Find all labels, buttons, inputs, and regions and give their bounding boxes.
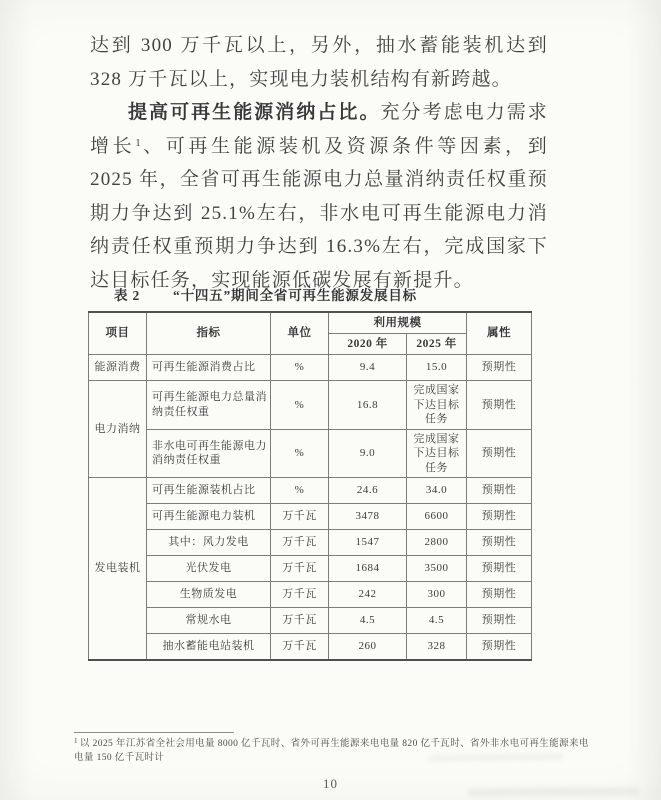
cell-indicator: 常规水电	[147, 608, 271, 634]
cell-indicator: 光伏发电	[147, 556, 271, 582]
table-row	[89, 504, 532, 530]
cell-unit: %	[271, 429, 329, 478]
cell-attribute: 预期性	[467, 608, 532, 634]
footnote-text-block	[74, 738, 592, 765]
col-header-item: 项目	[89, 312, 147, 355]
col-header-attribute: 属性	[467, 312, 532, 355]
paragraph-lead-text: 提高可再生能源消纳占比。	[128, 102, 381, 123]
cell-2020: 4.5	[329, 608, 407, 634]
cell-indicator: 其中：风力发电	[147, 530, 271, 556]
col-header-indicator: 指标	[147, 312, 271, 355]
renewable-goals-table	[88, 311, 532, 661]
cell-unit: 万千瓦	[271, 634, 329, 661]
table-title-text: “十四五”期间全省可再生能源发展目标	[173, 288, 417, 303]
cell-attribute: 预期性	[467, 504, 532, 530]
table-row	[89, 634, 532, 661]
table-block	[88, 284, 532, 661]
cell-indicator: 可再生能源装机占比	[147, 478, 271, 504]
paragraph-text: 充分考虑电力需求增长	[90, 102, 548, 157]
cell-2020: 242	[329, 582, 407, 608]
table-header-row	[89, 312, 532, 334]
cell-attribute: 预期性	[467, 634, 532, 661]
paragraph-text: 达到 300 万千瓦以上，另外，抽水蓄能装机达到 328 万千瓦以上，实现电力装机结构有新跨越。	[90, 35, 548, 90]
cell-group: 能源消费	[89, 355, 147, 381]
cell-indicator: 非水电可再生能源电力消纳责任权重	[147, 429, 271, 478]
table-row	[89, 530, 532, 556]
cell-indicator: 可再生能源消费占比	[147, 355, 271, 381]
cell-unit: 万千瓦	[271, 582, 329, 608]
footnote-reference-mark: 1	[135, 136, 141, 149]
col-header-2020: 2020 年	[329, 334, 407, 355]
cell-2025: 3500	[407, 556, 467, 582]
cell-unit: %	[271, 478, 329, 504]
cell-attribute: 预期性	[467, 582, 532, 608]
col-header-scale: 利用规模	[329, 312, 467, 334]
cell-indicator: 可再生能源电力装机	[147, 504, 271, 530]
cell-attribute: 预期性	[467, 556, 532, 582]
cell-2025: 300	[407, 582, 467, 608]
cell-unit: 万千瓦	[271, 504, 329, 530]
footnote-number: 1	[74, 737, 78, 745]
cell-group: 发电装机	[89, 478, 147, 661]
table-row	[89, 582, 532, 608]
cell-2025: 6600	[407, 504, 467, 530]
cell-2025: 34.0	[407, 478, 467, 504]
paragraph-continuation	[90, 29, 548, 96]
body-text	[90, 29, 548, 297]
cell-unit: %	[271, 355, 329, 381]
table-row	[89, 478, 532, 504]
col-header-unit: 单位	[271, 312, 329, 355]
cell-2025: 4.5	[407, 608, 467, 634]
table-label: 表 2	[114, 288, 141, 303]
cell-attribute: 预期性	[467, 381, 532, 430]
col-header-2025: 2025 年	[407, 334, 467, 355]
table-row	[89, 608, 532, 634]
cell-group: 电力消纳	[89, 381, 147, 478]
scan-smudge	[468, 787, 640, 797]
cell-attribute: 预期性	[467, 478, 532, 504]
cell-indicator: 可再生能源电力总量消纳责任权重	[147, 381, 271, 430]
cell-2020: 9.4	[329, 355, 407, 381]
cell-2025: 328	[407, 634, 467, 661]
table-title	[88, 284, 532, 304]
cell-2020: 16.8	[329, 381, 407, 430]
cell-2025: 完成国家下达目标任务	[407, 429, 467, 478]
cell-indicator: 生物质发电	[147, 582, 271, 608]
cell-2020: 24.6	[329, 478, 407, 504]
table-row	[89, 355, 532, 381]
paragraph-text: 、可再生能源装机及资源条件等因素，到 2025 年，全省可再生能源电力总量消纳责任权重预期力争达到 25.1%左右，非水电可再生能源电力消纳责任权重预期力争达到 16.3%左右，完成国家下达目标任务，实现能源低碳发展有新提升。	[90, 135, 548, 291]
page-number: 10	[323, 776, 338, 791]
table-row	[89, 381, 532, 430]
cell-2020: 260	[329, 634, 407, 661]
table-row	[89, 429, 532, 478]
cell-unit: 万千瓦	[271, 530, 329, 556]
cell-attribute: 预期性	[467, 429, 532, 478]
table-row	[89, 556, 532, 582]
footnote-separator-rule	[74, 732, 234, 733]
paragraph-consumption-goal	[90, 96, 548, 297]
footnote-text: 以 2025 年江苏省全社会用电量 8000 亿千瓦时、省外可再生能源来电电量 820 亿千瓦时、省外非水电可再生能源来电电量 150 亿千瓦时计	[74, 739, 589, 763]
cell-2020: 1684	[329, 556, 407, 582]
cell-2020: 3478	[329, 504, 407, 530]
cell-2025: 15.0	[407, 355, 467, 381]
cell-2025: 完成国家下达目标任务	[407, 381, 467, 430]
cell-2020: 1547	[329, 530, 407, 556]
cell-2025: 2800	[407, 530, 467, 556]
cell-attribute: 预期性	[467, 355, 532, 381]
cell-2020: 9.0	[329, 429, 407, 478]
cell-unit: 万千瓦	[271, 608, 329, 634]
cell-indicator: 抽水蓄能电站装机	[147, 634, 271, 661]
cell-unit: %	[271, 381, 329, 430]
cell-attribute: 预期性	[467, 530, 532, 556]
cell-unit: 万千瓦	[271, 556, 329, 582]
